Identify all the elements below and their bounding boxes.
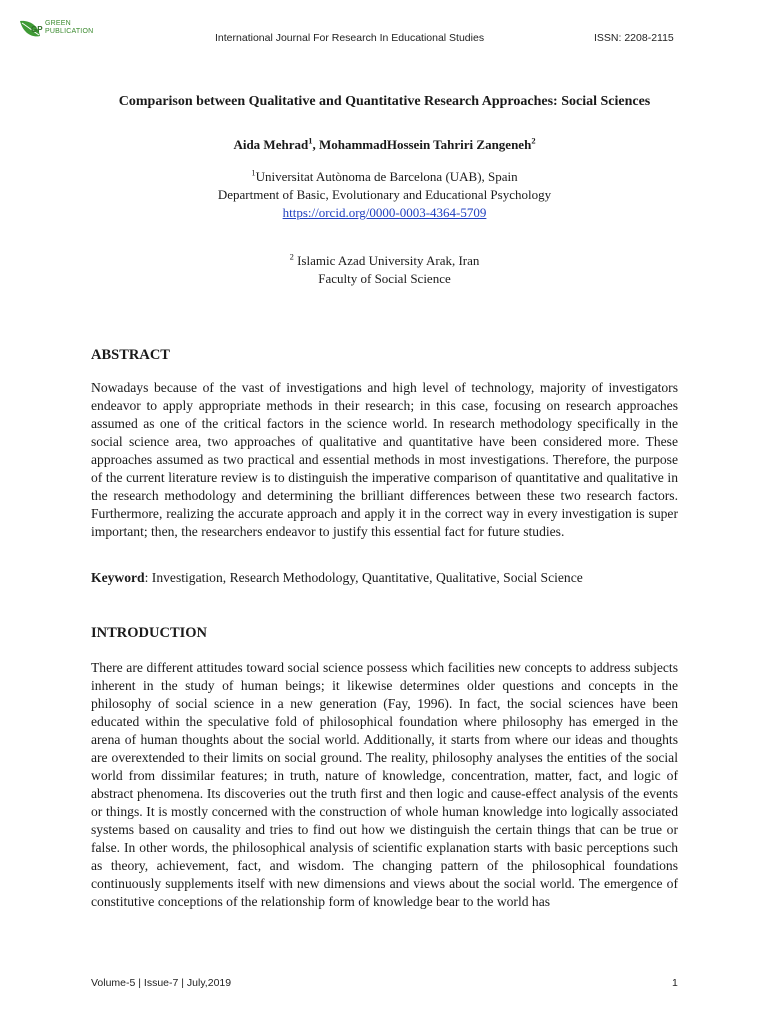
page-number: 1: [672, 977, 678, 989]
leaf-icon: [18, 18, 44, 42]
keywords: [91, 569, 678, 587]
introduction-text: There are different attitudes toward social science possess which facilities new concepts to address subjects inherent in the study of human beings; it likewise determines older questions and concepts in the philosophy of social science in a new generation (Fay, 1996). In fact, the social sciences have been educated within the speculative fold of philosophical foundation where philosophy has emerged in the arena of human thoughts about the social world. Additionally, it starts from where our ideas and thoughts are overextended to their limits on social ground. The reality, philosophy analyses the entities of the social world from dissimilar features; in truth, nature of knowledge, concentration, matter, fact, and logic of abstract phenomena. Its discoveries out the truth first and then logic and cause-effect analysis of the events or things. It is mostly concerned with the construction of whole human knowledge into logically associated systems based on causality and tries to find out how we distinguish the certain things that can be true or false. In other words, the philosophical analysis of scientific explanation starts with basic perceptions such as theory, achievement, fact, and wisdom. The changing pattern of the philosophical foundations continuously supplements itself with new dimensions and views about the social world. The emergence of constitutive conceptions of the relationship form of knowledge bear to the world has: [91, 660, 678, 909]
affil-2-institution: Islamic Azad University Arak, Iran: [293, 253, 480, 268]
affiliation-1: [91, 168, 678, 222]
logo-text-green: GREEN: [45, 20, 71, 27]
affil-1-institution: Universitat Autònoma de Barcelona (UAB), Spain: [255, 169, 518, 184]
affil-1-mark: 1: [251, 167, 256, 178]
affiliation-2: [91, 252, 678, 288]
keyword-label: Keyword: [91, 570, 145, 585]
author-list: [91, 137, 678, 153]
svg-text:GP: GP: [31, 25, 43, 34]
issn: ISSN: 2208-2115: [594, 32, 674, 44]
author-1: Aida Mehrad: [233, 137, 309, 152]
keyword-list: : Investigation, Research Methodology, Quantitative, Qualitative, Social Science: [144, 570, 583, 585]
author-2-affil-mark: 2: [531, 135, 536, 146]
affil-2-faculty: Faculty of Social Science: [318, 271, 451, 286]
author-separator: ,: [312, 137, 319, 152]
publisher-logo: [18, 18, 93, 42]
author-2: MohammadHossein Tahriri Zangeneh: [318, 137, 532, 152]
abstract-heading: ABSTRACT: [91, 347, 170, 363]
affil-1-department: Department of Basic, Evolutionary and Educational Psychology: [217, 187, 552, 202]
paper-title: Comparison between Qualitative and Quantitative Research Approaches: Social Sciences: [118, 94, 651, 109]
introduction-heading: INTRODUCTION: [91, 625, 208, 641]
volume-issue: Volume-5 | Issue-7 | July,2019: [91, 977, 232, 989]
journal-name: International Journal For Research In Educational Studies: [215, 32, 485, 44]
author-1-affil-mark: 1: [308, 135, 313, 146]
orcid-link[interactable]: https://orcid.org/0000-0003-4364-5709: [282, 205, 487, 220]
affil-2-mark: 2: [289, 251, 294, 262]
logo-text-publication: PUBLICATION: [45, 28, 94, 35]
abstract-text: Nowadays because of the vast of investigations and high level of technology, majority of investigators endeavor to apply appropriate methods in their research; in this case, focusing on research approaches assumed as one of the critical factors in the science world. In research methodology specifically in the social science area, two approaches of qualitative and quantitative have been considered more. These approaches assumed as two practical and essential methods in most investigations. Therefore, the purpose of the current literature review is to distinguish the imperative comparison of quantitative and qualitative in the research methodology and determining the brilliant differences between these two research factors. Furthermore, realizing the accurate approach and apply it in the correct way in every investigation is super important; then, the researchers endeavor to justify this essential fact for future studies.: [91, 380, 678, 539]
